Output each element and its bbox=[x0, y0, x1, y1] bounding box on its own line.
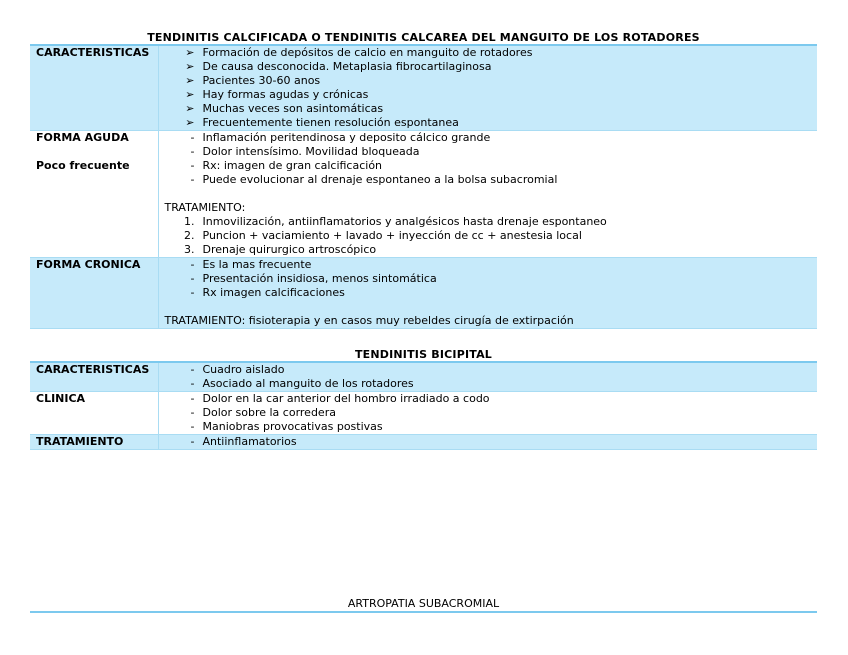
row-content bbox=[158, 258, 817, 329]
list-item: - Presentación insidiosa, menos sintomática bbox=[190, 272, 437, 285]
row-content bbox=[158, 45, 817, 131]
section-title: ARTROPATIA SUBACROMIAL bbox=[347, 597, 500, 610]
section-subacromial-arthropathy bbox=[30, 597, 817, 613]
row-content bbox=[158, 131, 817, 258]
list-item: 2. Puncion + vaciamiento + lavado + inyección de cc + anestesia local bbox=[184, 229, 582, 242]
treatment-heading: TRATAMIENTO: bbox=[164, 201, 246, 214]
arrow-bullet-icon: ➢ bbox=[185, 74, 195, 87]
row-content bbox=[158, 362, 817, 392]
list-item: ➢ De causa desconocida. Metaplasia fibrocartilaginosa bbox=[165, 60, 818, 74]
section-title: TENDINITIS BICIPITAL bbox=[354, 348, 493, 361]
table-row bbox=[30, 258, 817, 329]
row-content bbox=[158, 392, 817, 435]
table-row bbox=[30, 392, 817, 435]
list-item: ➢ Hay formas agudas y crónicas bbox=[165, 88, 818, 102]
list-item: - Cuadro aislado bbox=[190, 363, 285, 376]
table-row bbox=[30, 131, 817, 258]
row-label: FORMA CRONICA bbox=[30, 258, 158, 329]
arrow-bullet-icon: ➢ bbox=[185, 116, 195, 129]
table-row bbox=[30, 362, 817, 392]
list-item: 1. Inmovilización, antiinflamatorios y analgésicos hasta drenaje espontaneo bbox=[184, 215, 607, 228]
list-item: - Dolor intensísimo. Movilidad bloqueada bbox=[190, 145, 420, 158]
list-item: ➢ Pacientes 30-60 anos bbox=[165, 74, 818, 88]
list-item: - Dolor en la car anterior del hombro irradiado a codo bbox=[190, 392, 490, 405]
list-item: - Maniobras provocativas postivas bbox=[190, 420, 383, 433]
table-row bbox=[30, 45, 817, 131]
list-item: ➢ Frecuentemente tienen resolución espontanea bbox=[165, 116, 818, 130]
bicipital-tendinitis-table bbox=[30, 361, 817, 450]
calcific-tendinitis-table bbox=[30, 44, 817, 329]
list-item: - Rx: imagen de gran calcificación bbox=[190, 159, 383, 172]
row-label: TRATAMIENTO bbox=[30, 435, 158, 450]
section-bicipital-tendinitis bbox=[30, 348, 817, 450]
section-calcific-tendinitis bbox=[30, 31, 817, 329]
list-item: - Dolor sobre la corredera bbox=[190, 406, 336, 419]
list-item: ➢ Formación de depósitos de calcio en manguito de rotadores bbox=[165, 46, 818, 60]
arrow-bullet-icon: ➢ bbox=[185, 46, 195, 59]
row-content bbox=[158, 435, 817, 450]
list-item: - Es la mas frecuente bbox=[190, 258, 312, 271]
list-item: - Puede evolucionar al drenaje espontaneo a la bolsa subacromial bbox=[190, 173, 558, 186]
arrow-bullet-icon: ➢ bbox=[185, 102, 195, 115]
list-item: 3. Drenaje quirurgico artroscópico bbox=[184, 243, 377, 256]
list-item: ➢ Muchas veces son asintomáticas bbox=[165, 102, 818, 116]
arrow-bullet-icon: ➢ bbox=[185, 60, 195, 73]
treatment-line: TRATAMIENTO: fisioterapia y en casos muy rebeldes cirugía de extirpación bbox=[164, 314, 574, 327]
list-item: - Inflamación peritendinosa y deposito cálcico grande bbox=[190, 131, 491, 144]
list-item: - Antiinflamatorios bbox=[190, 435, 297, 448]
row-sublabel: Poco frecuente bbox=[36, 159, 130, 172]
list-item: - Asociado al manguito de los rotadores bbox=[190, 377, 414, 390]
section-title: TENDINITIS CALCIFICADA O TENDINITIS CALCAREA DEL MANGUITO DE LOS ROTADORES bbox=[147, 31, 700, 44]
row-label: CLINICA bbox=[30, 392, 158, 435]
row-label: CARACTERISTICAS bbox=[30, 362, 158, 392]
table-row bbox=[30, 435, 817, 450]
row-label: FORMA AGUDA Poco frecuente bbox=[30, 131, 158, 258]
list-item: - Rx imagen calcificaciones bbox=[190, 286, 345, 299]
arrow-bullet-icon: ➢ bbox=[185, 88, 195, 101]
divider bbox=[30, 611, 817, 613]
row-label: CARACTERISTICAS bbox=[30, 45, 158, 131]
